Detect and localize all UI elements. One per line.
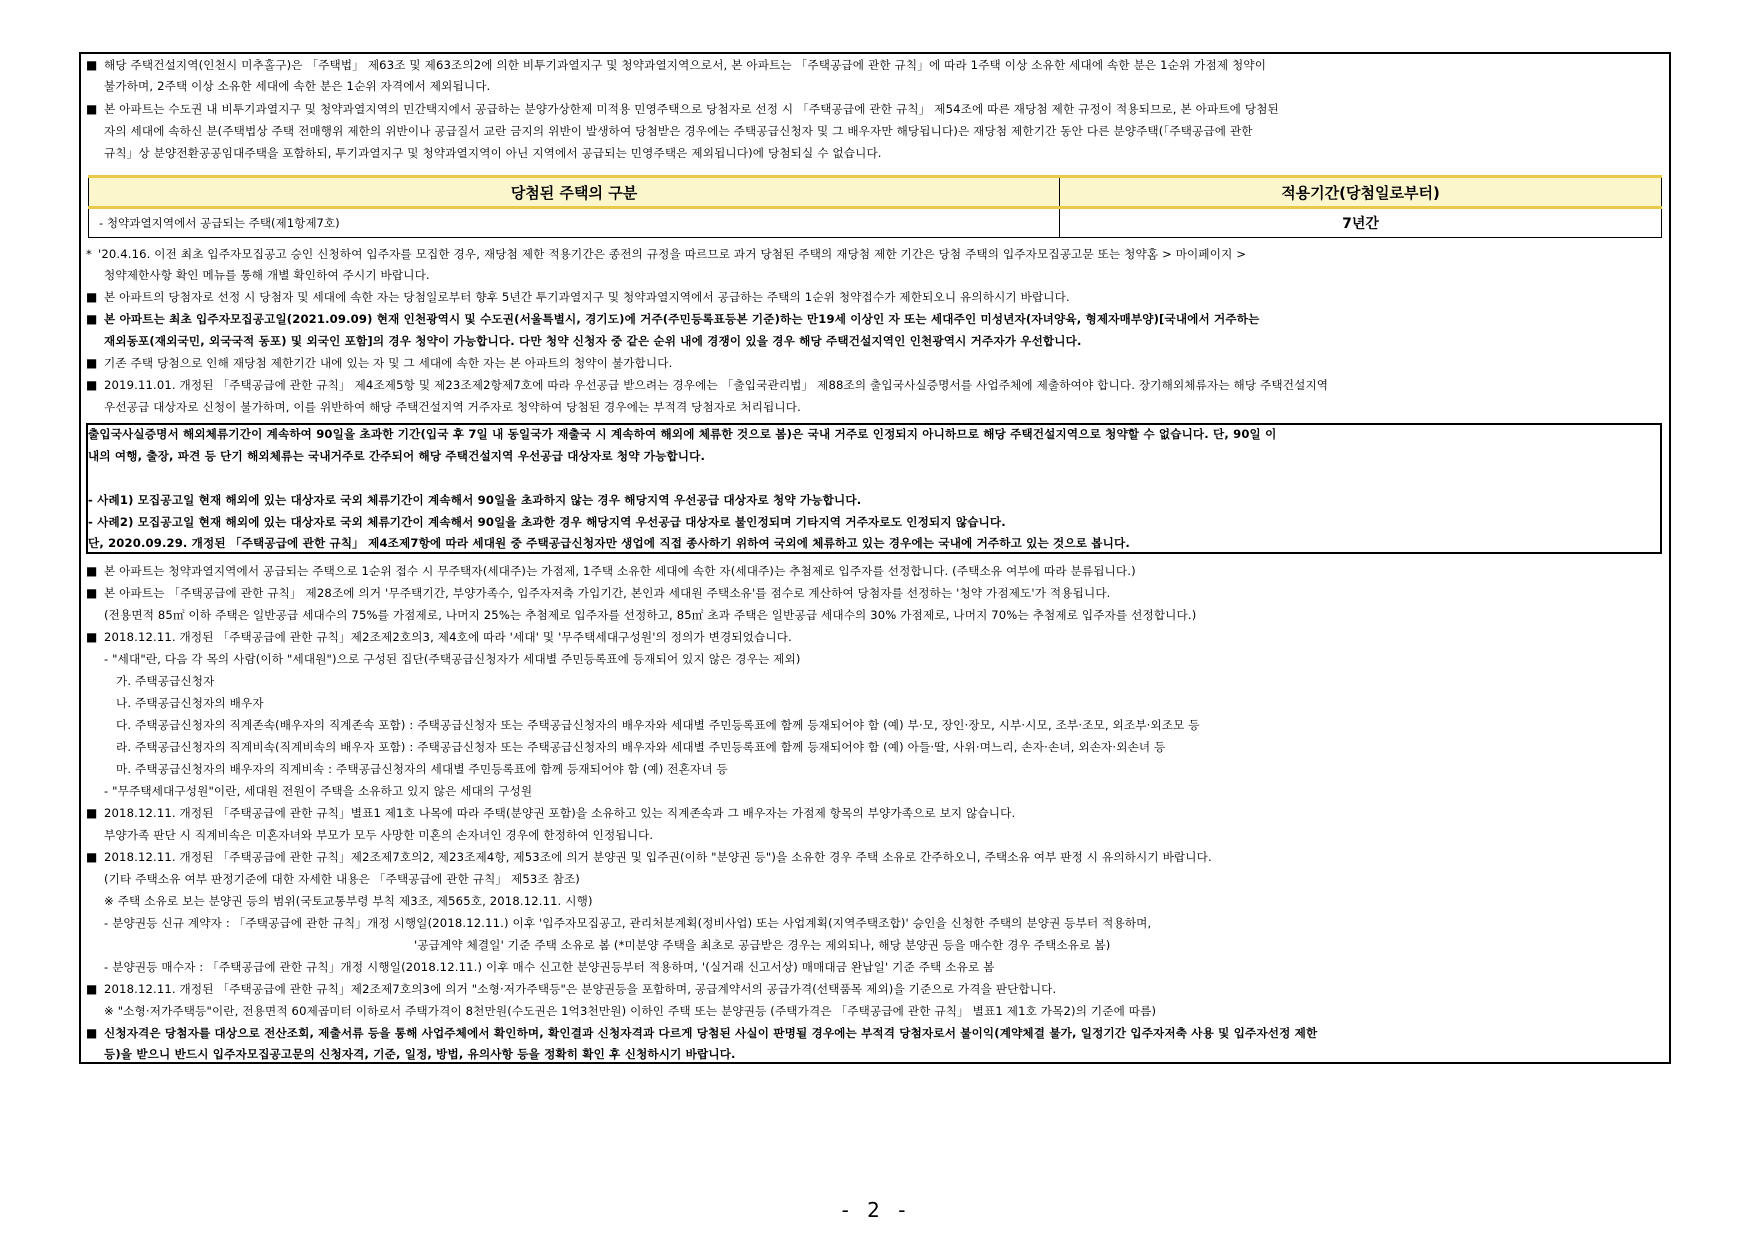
notice-line: 자의 세대에 속하신 분(주택법상 주택 전매행위 제한의 위반이나 공급질서 교란 금지의 위반이 발생하여 당첨받은 경우에는 주택공급신청자 및 그 배우자만 해당됩니다)은 재당첨 제한기간 동안 다른 분양주택(「주택공급에 관한 bbox=[104, 124, 1253, 138]
list-item: 가. 주택공급신청자 bbox=[116, 674, 215, 688]
note-line: 출입국사실증명서 해외체류기간이 계속하여 90일을 초과한 기간(입국 후 7일 내 동일국가 재출국 시 계속하여 해외에 체류한 것으로 봄)은 국내 거주로 인정되지 아니하므로 해당 주택건설지역으로 청약할 수 없습니다. 단, 90일 이 bbox=[88, 427, 1277, 441]
restriction-table bbox=[88, 175, 1662, 238]
notice-line: (전용면적 85㎡ 이하 주택은 일반공급 세대수의 75%를 가점제로, 나머지 25%는 추첨제로 입주자를 선정하고, 85㎡ 초과 주택은 일반공급 세대수의 30% 가점제로, 나머지 70%는 추첨제로 입주자를 선정합니다.) bbox=[104, 608, 1197, 622]
notice-line: ■ 본 아파트는 수도권 내 비투기과열지구 및 청약과열지역의 민간택지에서 공급하는 분양가상한제 미적용 민영주택으로 당첨자로 선정 시 「주택공급에 관한 규칙」 제54조에 따른 재당첨 제한 규정이 적용되므로, 본 아파트에 당첨된 bbox=[86, 99, 1279, 119]
notice-line: ■ 본 아파트의 당첨자로 선정 시 당첨자 및 세대에 속한 자는 당첨일로부터 향후 5년간 투기과열지구 및 청약과열지역에서 공급하는 주택의 1순위 청약접수가 제한되오니 유의하시기 바랍니다. bbox=[86, 287, 1070, 307]
table-cell-period: 7년간 bbox=[1060, 208, 1662, 238]
notice-line: (기타 주택소유 여부 판정기준에 대한 자세한 내용은 「주택공급에 관한 규칙」 제53조 참조) bbox=[104, 872, 580, 886]
footnote-line: * '20.4.16. 이전 최초 입주자모집공고 승인 신청하여 입주자를 모집한 경우, 재당첨 제한 적용기간은 종전의 규정을 따르므로 과거 당첨된 주택의 재당첨 제한 기간은 당첨 주택의 입주자모집공고문 또는 청약홈 > 마이페이지 > bbox=[86, 244, 1246, 264]
note-line: 내의 여행, 출장, 파견 등 단기 해외체류는 국내거주로 간주되어 해당 주택건설지역 우선공급 대상자로 청약 가능합니다. bbox=[88, 449, 706, 463]
list-item: 나. 주택공급신청자의 배우자 bbox=[116, 696, 264, 710]
note-line: - 사례2) 모집공고일 현재 해외에 있는 대상자로 국외 체류기간이 계속해서 90일을 초과한 경우 해당지역 우선공급 대상자로 불인정되며 기타지역 거주자로도 인정되지 않습니다. bbox=[88, 515, 1006, 529]
notice-line: '공급계약 체결일' 기준 주택 소유로 봄 (*미분양 주택을 최초로 공급받은 경우는 제외되나, 해당 분양권 등을 매수한 경우 주택소유로 봄) bbox=[414, 938, 1111, 952]
notice-line: - 분양권등 매수자 : 「주택공급에 관한 규칙」개정 시행일(2018.12.11.) 이후 매수 신고한 분양권등부터 적용하며, '(실거래 신고서상) 매매대금 완납일' 기준 주택 소유로 봄 bbox=[104, 960, 995, 974]
notice-line: ■ 본 아파트는 최초 입주자모집공고일(2021.09.09) 현재 인천광역시 및 수도권(서울특별시, 경기도)에 거주(주민등록표등본 기준)하는 만19세 이상인 자 또는 세대주인 미성년자(자녀양육, 형제자매부양)[국내에서 거주하는 bbox=[86, 309, 1259, 329]
note-line: 단, 2020.09.29. 개정된 「주택공급에 관한 규칙」 제4조제7항에 따라 세대원 중 주택공급신청자만 생업에 직접 종사하기 위하여 국외에 체류하고 있는 경우에는 국내에 거주하고 있는 것으로 봅니다. bbox=[88, 536, 1130, 550]
notice-line: ■ 2018.12.11. 개정된 「주택공급에 관한 규칙」제2조제2호의3, 제4호에 따라 '세대' 및 '무주택세대구성원'의 정의가 변경되었습니다. bbox=[86, 627, 792, 647]
notice-line: 등)을 받으니 반드시 입주자모집공고문의 신청자격, 기준, 일정, 방법, 유의사항 등을 정확히 확인 후 신청하시기 바랍니다. bbox=[104, 1047, 736, 1061]
list-item: 라. 주택공급신청자의 직계비속(직계비속의 배우자 포함) : 주택공급신청자 또는 주택공급신청자의 배우자와 세대별 주민등록표에 함께 등재되어야 함 (예) 아들·딸, 사위·며느리, 손자·손녀, 외손자·외손녀 등 bbox=[116, 740, 1166, 754]
table-cell-type: - 청약과열지역에서 공급되는 주택(제1항제7호) bbox=[89, 208, 1060, 238]
notice-line: 우선공급 대상자로 신청이 불가하며, 이를 위반하여 해당 주택건설지역 거주자로 청약하여 당첨된 경우에는 부적격 당첨자로 처리됩니다. bbox=[104, 400, 801, 414]
notice-line: 불가하며, 2주택 이상 소유한 세대에 속한 분은 1순위 자격에서 제외됩니다. bbox=[104, 79, 491, 93]
notice-line: ■ 2018.12.11. 개정된 「주택공급에 관한 규칙」제2조제7호의2, 제23조제4항, 제53조에 의거 분양권 및 입주권(이하 "분양권 등")을 소유한 경우 주택 소유로 간주하오니, 주택소유 여부 판정 시 유의하시기 바랍니다. bbox=[86, 847, 1212, 867]
list-item: 마. 주택공급신청자의 배우자의 직계비속 : 주택공급신청자의 세대별 주민등록표에 함께 등재되어야 함 (예) 전혼자녀 등 bbox=[116, 762, 728, 776]
notice-line: 부양가족 판단 시 직계비속은 미혼자녀와 부모가 모두 사망한 미혼의 손자녀인 경우에 한정하여 인정됩니다. bbox=[104, 828, 654, 842]
notice-line: ■ 본 아파트는 「주택공급에 관한 규칙」 제28조에 의거 '무주택기간, 부양가족수, 입주자저축 가입기간, 본인과 세대원 주택소유'를 점수로 계산하여 당첨자를 선정하는 '청약 가점제도'가 적용됩니다. bbox=[86, 583, 1111, 603]
notice-line: 규칙」상 분양전환공공임대주택을 포함하되, 투기과열지구 및 청약과열지역이 아닌 지역에서 공급되는 민영주택은 제외됩니다)에 당첨되실 수 없습니다. bbox=[104, 146, 882, 160]
notice-line: - "세대"란, 다음 각 목의 사람(이하 "세대원")으로 구성된 집단(주택공급신청자가 세대별 주민등록표에 등재되어 있지 않은 경우는 제외) bbox=[104, 652, 801, 666]
notice-line: ■ 신청자격은 당첨자를 대상으로 전산조회, 제출서류 등을 통해 사업주체에서 확인하며, 확인결과 신청자격과 다르게 당첨된 사실이 판명될 경우에는 부적격 당첨자로서 불이익(계약체결 불가, 일정기간 입주자저축 사용 및 입주자선정 제한 bbox=[86, 1023, 1317, 1043]
page-number: - 2 - bbox=[841, 1198, 912, 1222]
notice-line: ■ 기존 주택 당첨으로 인해 재당첨 제한기간 내에 있는 자 및 그 세대에 속한 자는 본 아파트의 청약이 불가합니다. bbox=[86, 353, 672, 373]
note-line: - 사례1) 모집공고일 현재 해외에 있는 대상자로 국외 체류기간이 계속해서 90일을 초과하지 않는 경우 해당지역 우선공급 대상자로 청약 가능합니다. bbox=[88, 493, 862, 507]
list-item: 다. 주택공급신청자의 직계존속(배우자의 직계존속 포함) : 주택공급신청자 또는 주택공급신청자의 배우자와 세대별 주민등록표에 함께 등재되어야 함 (예) 부·모, 장인·장모, 시부·시모, 조부·조모, 외조부·외조모 등 bbox=[116, 718, 1200, 732]
notice-line: ■ 2018.12.11. 개정된 「주택공급에 관한 규칙」별표1 제1호 나목에 따라 주택(분양권 포함)을 소유하고 있는 직계존속과 그 배우자는 가점제 항목의 부양가족으로 보지 않습니다. bbox=[86, 803, 1015, 823]
table-header-period: 적용기간(당첨일로부터) bbox=[1060, 177, 1662, 208]
notice-line: 재외동포(재외국민, 외국국적 동포) 및 외국인 포함]의 경우 청약이 가능합니다. 다만 청약 신청자 중 같은 순위 내에 경쟁이 있을 경우 해당 주택건설지역인 인천광역시 거주자가 우선합니다. bbox=[104, 334, 1082, 348]
table-header-row bbox=[89, 177, 1662, 208]
notice-line: ■ 2018.12.11. 개정된 「주택공급에 관한 규칙」제2조제7호의3에 의거 "소형·저가주택등"은 분양권등을 포함하며, 공급계약서의 공급가격(선택품목 제외)을 기준으로 가격을 판단합니다. bbox=[86, 979, 1056, 999]
notice-line: ■ 2019.11.01. 개정된 「주택공급에 관한 규칙」 제4조제5항 및 제23조제2항제7호에 따라 우선공급 받으려는 경우에는 「출입국관리법」 제88조의 출입국사실증명서를 사업주체에 제출하여야 합니다. 장기해외체류자는 해당 주택건설지역 bbox=[86, 375, 1328, 395]
notice-line: 청약제한사항 확인 메뉴를 통해 개별 확인하여 주시기 바랍니다. bbox=[104, 268, 430, 282]
table-header-type: 당첨된 주택의 구분 bbox=[89, 177, 1060, 208]
notice-line: ■ 본 아파트는 청약과열지역에서 공급되는 주택으로 1순위 접수 시 무주택자(세대주)는 가점제, 1주택 소유한 세대에 속한 자(세대주)는 추첨제로 입주자를 선정합니다. (주택소유 여부에 따라 분류됩니다.) bbox=[86, 561, 1136, 581]
notice-line: - 분양권등 신규 계약자 : 「주택공급에 관한 규칙」개정 시행일(2018.12.11.) 이후 '입주자모집공고, 관리처분계획(정비사업) 또는 사업계획(지역주택조합)' 승인을 신청한 주택의 분양권 등부터 적용하며, bbox=[104, 916, 1152, 930]
notice-line: ※ 주택 소유로 보는 분양권 등의 범위(국토교통부령 부칙 제3조, 제565호, 2018.12.11. 시행) bbox=[104, 894, 593, 908]
notice-line: ※ "소형·저가주택등"이란, 전용면적 60제곱미터 이하로서 주택가격이 8천만원(수도권은 1억3천만원) 이하인 주택 또는 분양권등 (주택가격은 「주택공급에 관한 규칙」 별표1 제1호 가목2)의 기준에 따름) bbox=[104, 1004, 1157, 1018]
notice-line: ■ 해당 주택건설지역(인천시 미추홀구)은 「주택법」 제63조 및 제63조의2에 의한 비투기과열지구 및 청약과열지역으로서, 본 아파트는 「주택공급에 관한 규칙」에 따라 1주택 이상 소유한 세대에 속한 분은 1순위 가점제 청약이 bbox=[86, 55, 1266, 75]
table-row bbox=[89, 208, 1662, 238]
notice-line: - "무주택세대구성원"이란, 세대원 전원이 주택을 소유하고 있지 않은 세대의 구성원 bbox=[104, 784, 533, 798]
